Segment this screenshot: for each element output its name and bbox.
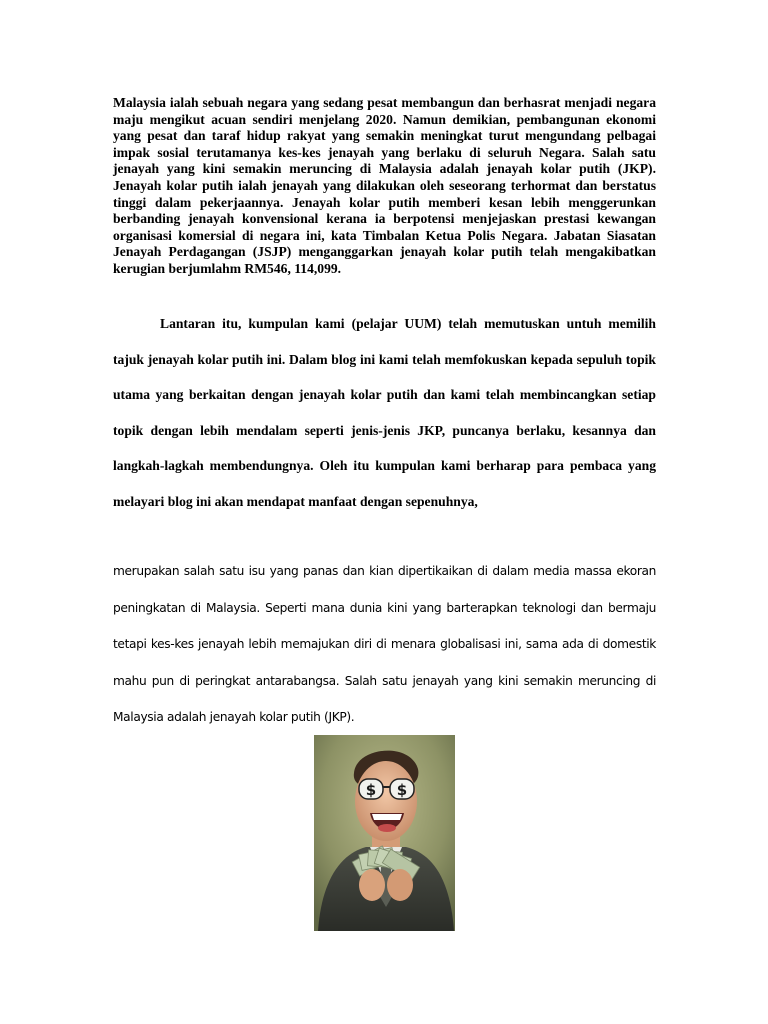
paragraph-issue: merupakan salah satu isu yang panas dan kian dipertikaikan di dalam media massa ekoran peningkatan di Malaysia. Seperti mana dunia kini yang barterapkan teknologi dan bermaju tetapi kes-kes jenayah lebih memajukan diri di menara globalisasi ini, sama ada di domestik mahu pun di peringkat antarabangsa. Salah satu jenayah yang kini semakin meruncing di Malaysia adalah jenayah kolar putih (JKP). [113, 564, 656, 725]
paragraph-blog-purpose: Lantaran itu, kumpulan kami (pelajar UUM) telah memutuskan untuh memilih tajuk jenayah kolar putih ini. Dalam blog ini kami telah memfokuskan kepada sepuluh topik utama yang berkaitan dengan jenayah kolar putih dan kami telah membincangkan setiap topik dengan lebih mendalam seperti jenis-jenis JKP, puncanya berlaku, kesannya dan langkah-lagkah membendungnya. Oleh itu kumpulan kami berharap para pembaca yang melayari blog ini akan mendapat manfaat dengan sepenuhnya, [113, 316, 656, 509]
man-with-money-photo [314, 735, 455, 931]
svg-text:$: $ [396, 781, 408, 799]
svg-text:$: $ [365, 781, 377, 799]
paragraph-intro: Malaysia ialah sebuah negara yang sedang pesat membangun dan berhasrat menjadi negara maju mengikut acuan sendiri menjelang 2020. Namun demikian, pembangunan ekonomi yang pesat dan taraf hidup rakyat yang semakin meningkat turut mengundang pelbagai impak sosial terutamanya kes-kes jenayah yang berlaku di seluruh Negara. Salah satu jenayah yang kini semakin meruncing di Malaysia adalah jenayah kolar putih (JKP). Jenayah kolar putih ialah jenayah yang dilakukan oleh seseorang terhormat dan berstatus tinggi dalam pekerjaannya. Jenayah kolar putih memberi kesan lebih menggerunkan berbanding jenayah konvensional kerana ia berpotensi menjejaskan prestasi kewangan organisasi komersial di negara ini, kata Timbalan Ketua Polis Negara. Jabatan Siasatan Jenayah Perdagangan (JSJP) menganggarkan jenayah kolar putih telah mengakibatkan kerugian berjumlahm RM546, 114,099. [113, 95, 656, 276]
